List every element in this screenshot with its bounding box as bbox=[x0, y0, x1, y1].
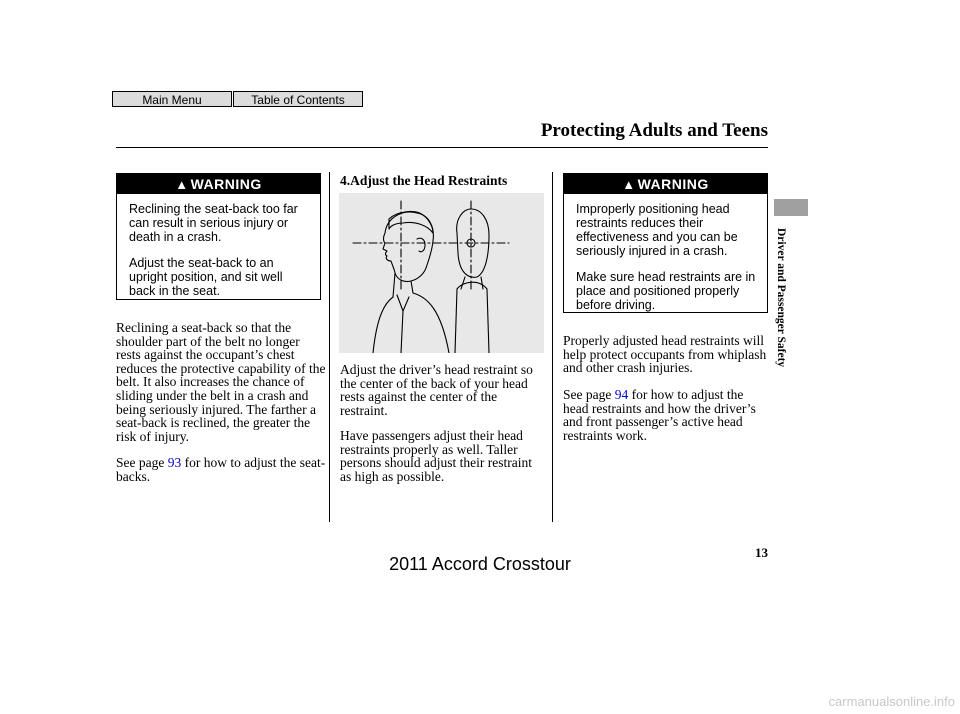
sidebar-section-text: Driver and Passenger Safety bbox=[775, 228, 787, 368]
right-paragraph-1: Properly adjusted head restraints will help protect occupants from whiplash and other crash injuries. bbox=[563, 333, 767, 376]
head-restraint-illustration bbox=[339, 193, 544, 353]
watermark: carmanualsonline.info bbox=[828, 694, 955, 709]
right-warning-header bbox=[564, 174, 767, 194]
left-warning-text-2: Adjust the seat-back to an upright position, and sit well back in the seat. bbox=[129, 256, 283, 298]
left-paragraph-1: Reclining a seat-back so that the shoulder part of the belt no longer rests against the occupant’s chest reduces the protective capability of the belt. It also increases the chance of sliding under the belt in a crash and being seriously injured. The farther a seat-back is reclined, the greater the risk of injury. bbox=[116, 320, 326, 444]
right-warning-label: WARNING bbox=[637, 176, 709, 192]
column-divider-left bbox=[329, 172, 330, 522]
right-see-page bbox=[563, 388, 768, 442]
header-divider bbox=[116, 147, 768, 148]
sidebar-section-label bbox=[773, 228, 793, 368]
footer-title: 2011 Accord Crosstour bbox=[389, 554, 571, 574]
page-title: Protecting Adults and Teens bbox=[540, 120, 768, 141]
head-restraints-heading: 4.Adjust the Head Restraints bbox=[340, 173, 508, 188]
seat-back-outline bbox=[457, 282, 489, 353]
section-tab-marker bbox=[774, 199, 808, 216]
main-menu-button[interactable]: Main Menu bbox=[112, 91, 232, 107]
table-of-contents-button[interactable]: Table of Contents bbox=[233, 91, 363, 107]
column-divider-right bbox=[552, 172, 553, 522]
right-warning-text-1: Improperly positioning head restraints reduces their effectiveness and you can be seriously injured in a crash. bbox=[576, 202, 738, 258]
left-warning-text-1: Reclining the seat-back too far can result in serious injury or death in a crash. bbox=[129, 202, 298, 244]
right-see-prefix: See page bbox=[563, 387, 615, 402]
right-warning-text-2: Make sure head restraints are in place and positioned properly before driving. bbox=[576, 270, 756, 312]
left-warning-header bbox=[117, 174, 320, 194]
page-93-link[interactable]: 93 bbox=[167, 455, 182, 470]
left-warning-box bbox=[116, 173, 321, 300]
middle-paragraph-1: Adjust the driver’s head restraint so the center of the back of your head rests against the center of the restraint. bbox=[340, 362, 533, 418]
page-94-link[interactable]: 94 bbox=[614, 387, 629, 402]
left-see-prefix: See page bbox=[116, 455, 168, 470]
warning-triangle-icon: ▲ bbox=[175, 177, 189, 192]
right-see-suffix: for how to adjust the head restraints and how the driver’s and front passenger’s active head restraints work. bbox=[563, 387, 756, 443]
left-see-page bbox=[116, 456, 326, 483]
middle-paragraph-2: Have passengers adjust their head restraints properly as well. Taller persons should adjust their restraint as high as possible. bbox=[340, 428, 532, 484]
right-warning-box bbox=[563, 173, 768, 313]
left-see-suffix: for how to adjust the seat-backs. bbox=[116, 455, 326, 484]
warning-triangle-icon: ▲ bbox=[622, 177, 636, 192]
left-warning-label: WARNING bbox=[190, 176, 262, 192]
page-number: 13 bbox=[755, 545, 768, 560]
